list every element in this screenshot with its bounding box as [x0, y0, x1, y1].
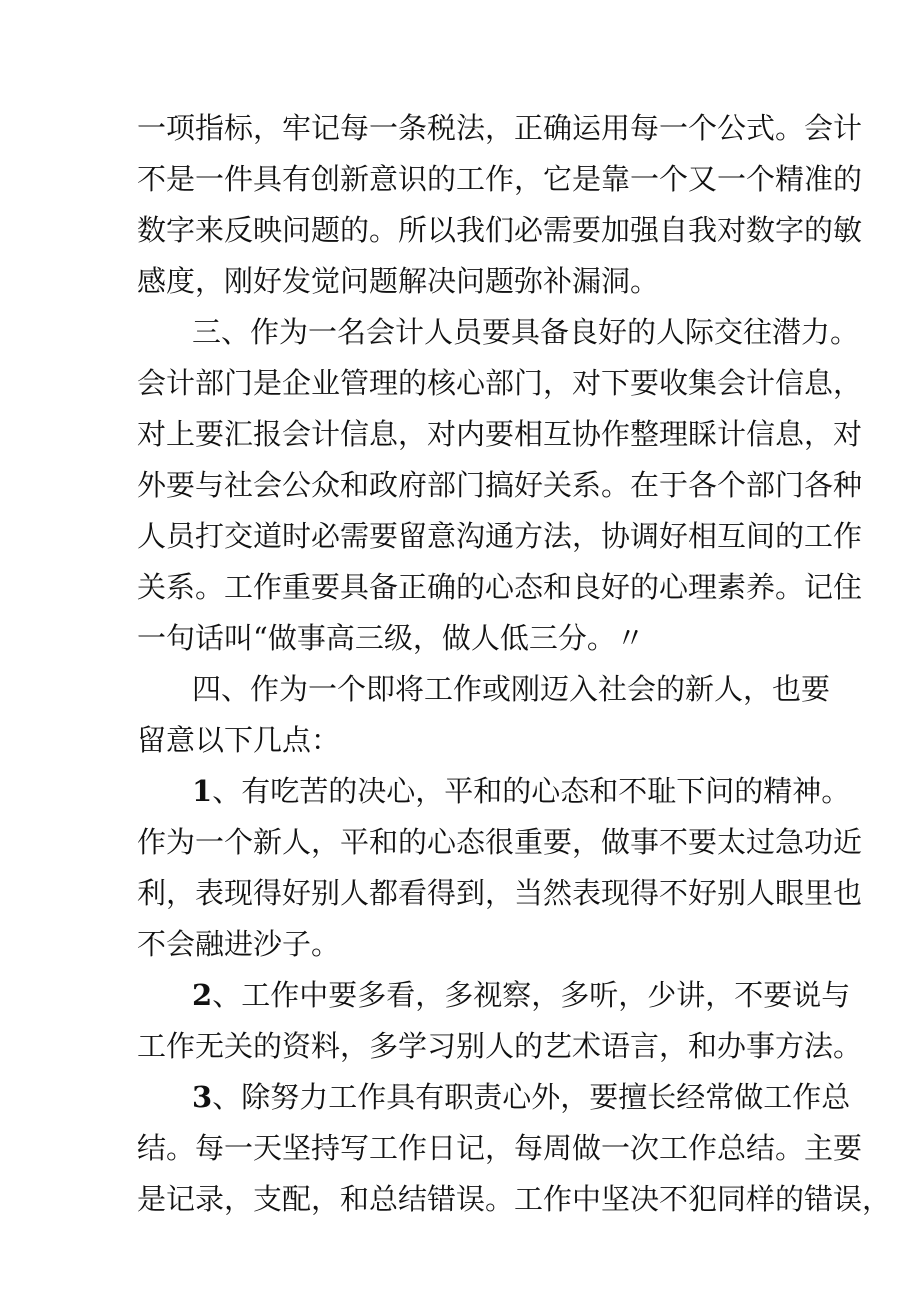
paragraph-line: 对上要汇报会计信息，对内要相互协作整理睬计信息，对	[137, 417, 863, 451]
list-item-number: 1	[192, 774, 213, 808]
list-item-text: 、除努力工作具有职责心外，要擅长经常做工作总	[212, 1080, 851, 1114]
paragraph-line: 一句话叫“做事高三级，做人低三分。〃	[137, 621, 645, 655]
paragraph-line: 感度，刚好发觉问题解决问题弥补漏洞。	[137, 264, 660, 298]
paragraph-line: 数字来反映问题的。所以我们必需要加强自我对数字的敏	[137, 213, 863, 247]
list-item-number: 2	[192, 978, 213, 1012]
list-item-number: 3	[192, 1080, 213, 1114]
list-item-text: 、工作中要多看，多视察，多听，少讲，不要说与	[212, 978, 851, 1012]
paragraph-line: 会计部门是企业管理的核心部门，对下要收集会计信息，	[137, 366, 863, 400]
paragraph-line: 结。每一天坚持写工作日记，每周做一次工作总结。主要	[137, 1131, 863, 1165]
list-item-line	[192, 975, 851, 1015]
paragraph-line: 工作无关的资料，多学习别人的艺术语言，和办事方法。	[137, 1029, 863, 1063]
list-item-text: 、有吃苦的决心，平和的心态和不耻下问的精神。	[212, 774, 851, 808]
paragraph-line: 一项指标，牢记每一条税法，正确运用每一个公式。会计	[137, 111, 863, 145]
list-item-line	[192, 1077, 851, 1117]
section-heading-line: 四、作为一个即将工作或刚迈入社会的新人，也要	[192, 672, 831, 706]
paragraph-line: 利，表现得好别人都看得到，当然表现得不好别人眼里也	[137, 876, 863, 910]
paragraph-line: 不会融进沙子。	[137, 927, 341, 961]
paragraph-line: 人员打交道时必需要留意沟通方法，协调好相互间的工作	[137, 519, 863, 553]
list-item-line	[192, 771, 851, 811]
paragraph-line: 是记录，支配，和总结错误。工作中坚决不犯同样的错误，	[137, 1182, 892, 1216]
paragraph-line: 关系。工作重要具备正确的心态和良好的心理素养。记住	[137, 570, 863, 604]
section-heading-line: 三、作为一名会计人员要具备良好的人际交往潜力。	[192, 315, 860, 349]
paragraph-line: 作为一个新人，平和的心态很重要，做事不要太过急功近	[137, 825, 863, 859]
paragraph-line: 不是一件具有创新意识的工作，它是靠一个又一个精准的	[137, 162, 863, 196]
paragraph-line: 外要与社会公众和政府部门搞好关系。在于各个部门各种	[137, 468, 863, 502]
paragraph-line: 留意以下几点：	[137, 723, 341, 757]
